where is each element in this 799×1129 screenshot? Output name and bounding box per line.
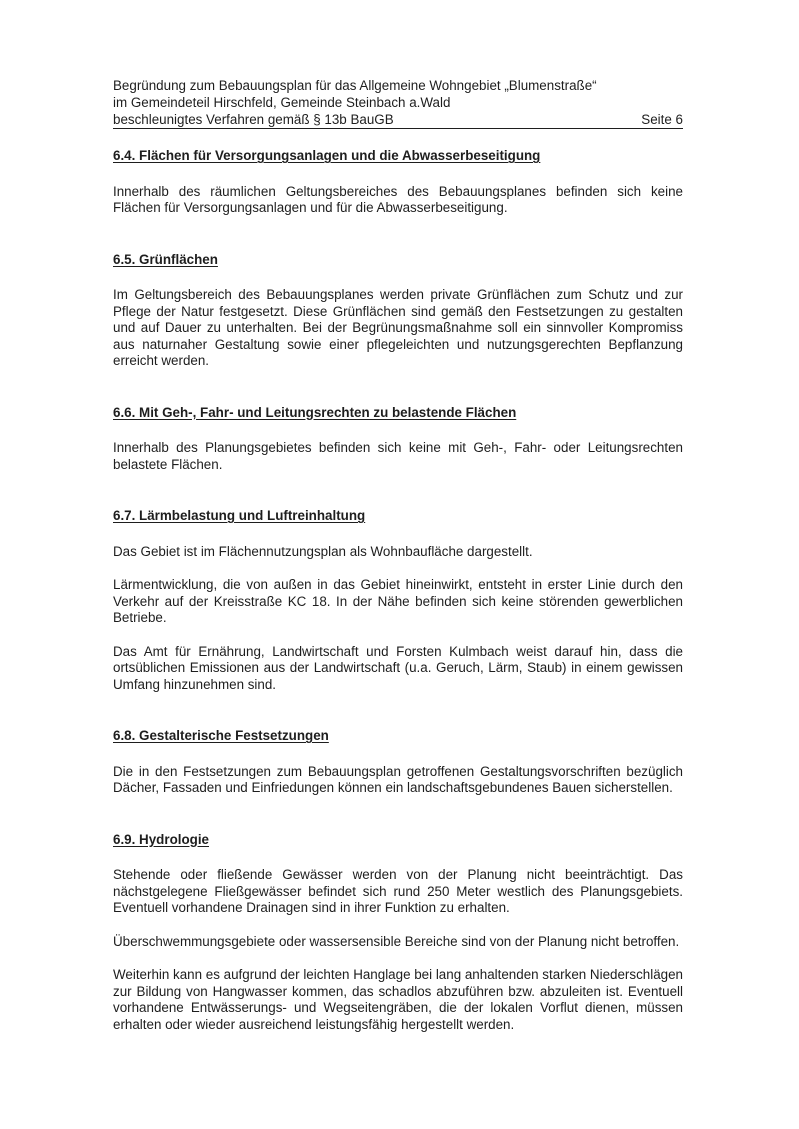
section-heading-6-4: 6.4. Flächen für Versorgungsanlagen und die Abwasserbeseitigung xyxy=(113,148,541,163)
header-title-line-2: im Gemeindeteil Hirschfeld, Gemeinde Steinbach a.Wald xyxy=(113,95,451,110)
section-6-6-paragraph-1: Innerhalb des Planungsgebietes befinden sich keine mit Geh-, Fahr- oder Leitungsrechten belastete Flächen. xyxy=(113,440,683,472)
section-heading-6-7: 6.7. Lärmbelastung und Luftreinhaltung xyxy=(113,508,366,523)
section-heading-6-6: 6.6. Mit Geh-, Fahr- und Leitungsrechten zu belastende Flächen xyxy=(113,404,517,420)
section-heading-6-8: 6.8. Gestalterische Festsetzungen xyxy=(113,728,329,743)
section-6-7-paragraph-3: Das Amt für Ernährung, Landwirtschaft und Forsten Kulmbach weist darauf hin, dass die ortsüblichen Emissionen aus der Landwirtschaft (u.a. Geruch, Lärm, Staub) in einem gewissen Umfang hinzunehmen sind. xyxy=(113,643,683,692)
section-6-5-paragraph-1: Im Geltungsbereich des Bebauungsplanes werden private Grünflächen zum Schutz und zur Pflege der Natur festgesetzt. Diese Grünflächen sind gemäß den Festsetzungen zu gestalten und auf Dauer zu unterhalten. Bei der Begrünungsmaßnahme soll ein sinnvoller Kompromiss aus naturnaher Gestaltung sowie einer pflegeleichten und nutzungsgerechten Bepflanzung erreicht werden. xyxy=(113,287,683,368)
section-heading-6-5: 6.5. Grünflächen xyxy=(113,251,218,267)
section-heading-6-9: 6.9. Hydrologie xyxy=(113,831,209,847)
section-6-9-paragraph-3: Weiterhin kann es aufgrund der leichten Hanglage bei lang anhaltenden starken Niederschlägen zur Bildung von Hangwasser kommen, das schadlos abzuführen bzw. abzuleiten ist. Eventuell vorhandene Entwässerungs- und Wegseitengräben, die der lokalen Vorflut dienen, müssen erhalten oder wieder ausreichend leistungsfähig hergestellt werden. xyxy=(113,967,683,1032)
header-title-line-1: Begründung zum Bebauungsplan für das Allgemeine Wohngebiet „Blumenstraße“ xyxy=(113,78,597,93)
section-6-9-paragraph-2: Überschwemmungsgebiete oder wassersensible Bereiche sind von der Planung nicht betroffen. xyxy=(113,933,680,949)
section-6-7-paragraph-2: Lärmentwicklung, die von außen in das Gebiet hineinwirkt, entsteht in erster Linie durch den Verkehr auf der Kreisstraße KC 18. In der Nähe befinden sich keine störenden gewerblichen Betriebe. xyxy=(113,577,683,625)
page-header xyxy=(113,77,683,129)
page-number: Seite 6 xyxy=(641,112,683,127)
header-title-line-3: beschleunigtes Verfahren gemäß § 13b BauGB xyxy=(113,112,394,127)
section-6-8-paragraph-1: Die in den Festsetzungen zum Bebauungsplan getroffenen Gestaltungsvorschriften bezüglich Dächer, Fassaden und Einfriedungen können ein landschaftsgebundenes Bauen sicherstellen. xyxy=(113,763,683,795)
header-title-line-3-row xyxy=(113,111,683,129)
document-body xyxy=(113,148,683,1033)
section-6-9-paragraph-1: Stehende oder fließende Gewässer werden von der Planung nicht beeinträchtigt. Das nächstgelegene Fließgewässer befindet sich rund 250 Meter westlich des Planungsgebiets. Eventuell vorhandene Drainagen sind in ihrer Funktion zu erhalten. xyxy=(113,867,683,915)
section-6-4-paragraph-1: Innerhalb des räumlichen Geltungsbereiches des Bebauungsplanes befinden sich keine Flächen für Versorgungsanlagen und für die Abwasserbeseitigung. xyxy=(113,183,683,215)
section-6-7-paragraph-1: Das Gebiet ist im Flächennutzungsplan als Wohnbaufläche dargestellt. xyxy=(113,543,533,559)
